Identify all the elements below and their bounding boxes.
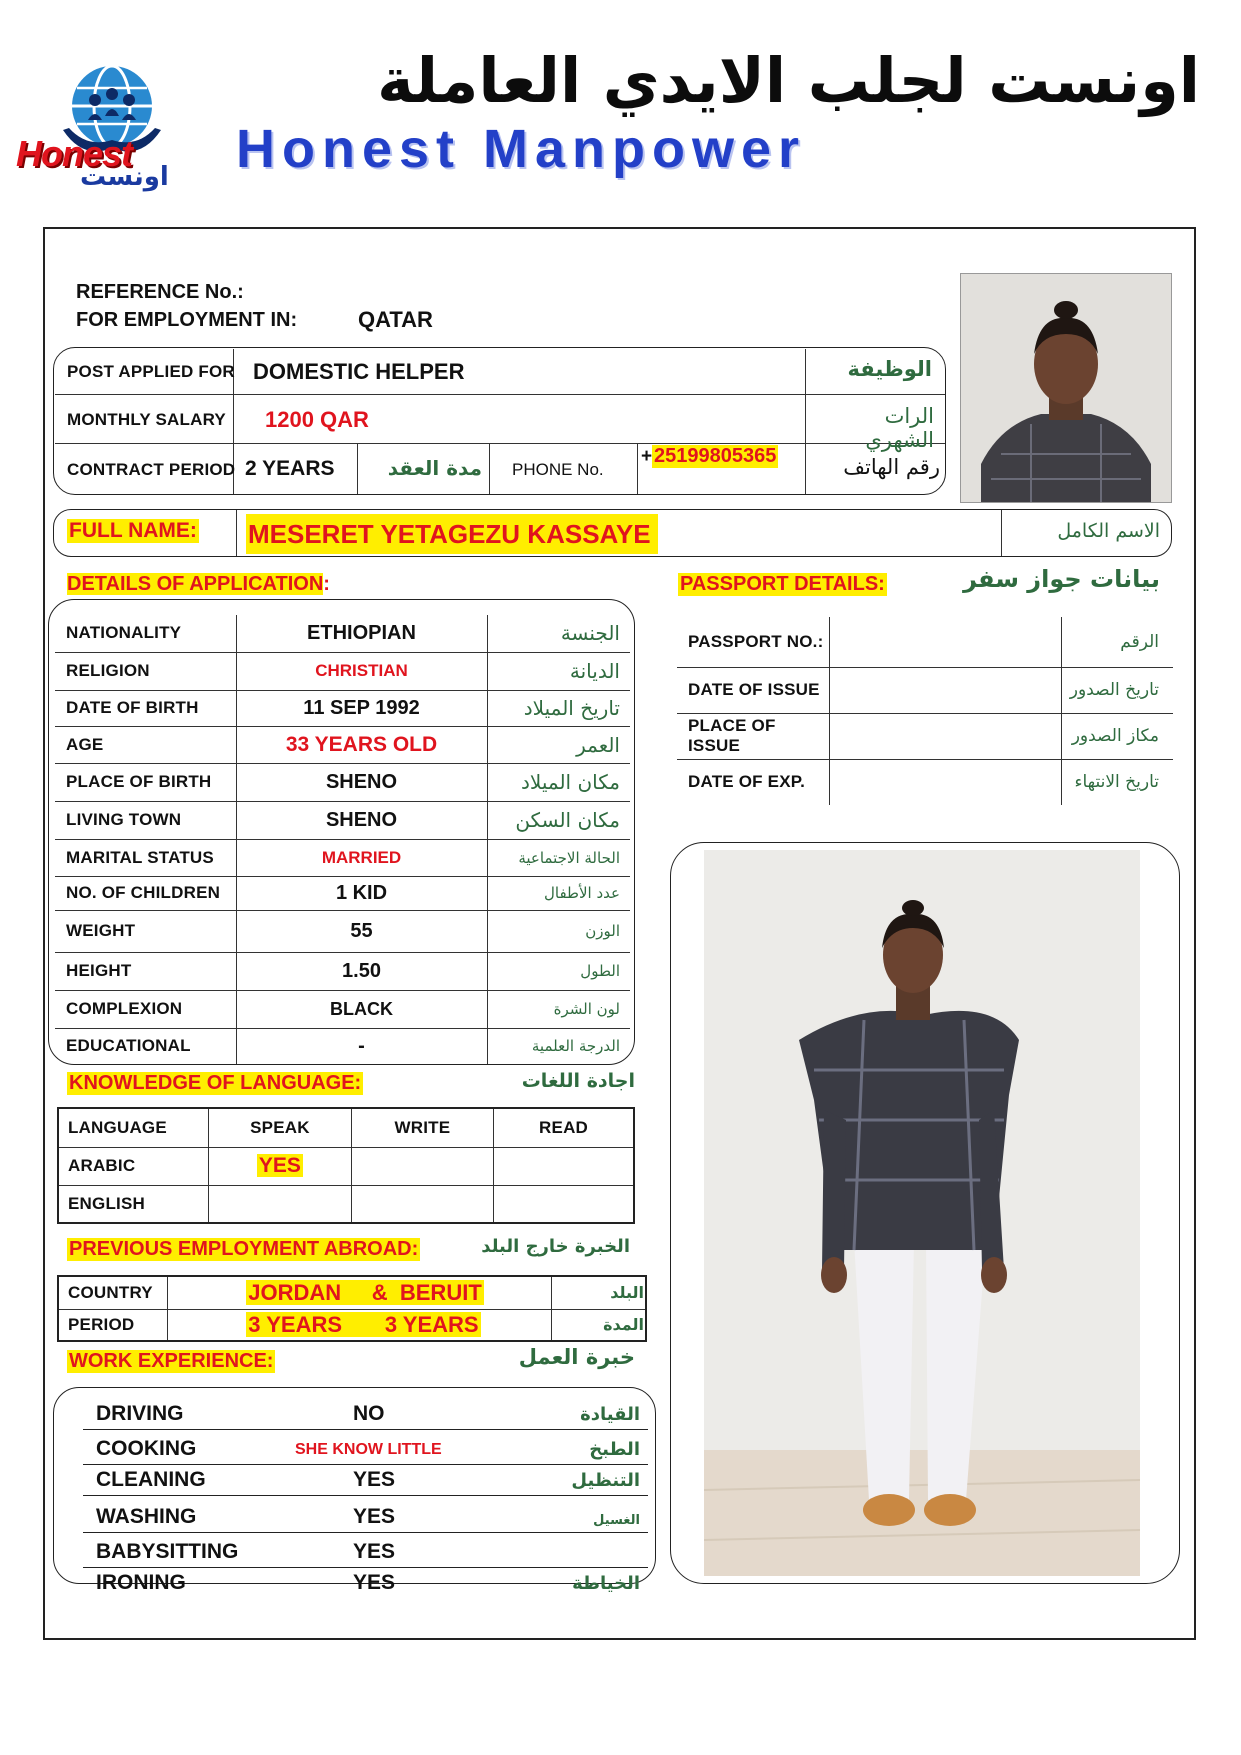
details-row [55, 763, 630, 801]
logo-text-en: Honest [16, 133, 133, 174]
post-label: POST APPLIED FOR [67, 362, 235, 381]
employment-label: FOR EMPLOYMENT IN: [76, 309, 298, 331]
passport-value [829, 617, 1061, 667]
salary-label: MONTHLY SALARY [67, 410, 226, 429]
work-label: DRIVING [96, 1402, 184, 1425]
passport-ar: الرقم [1061, 617, 1173, 667]
details-row [55, 876, 630, 910]
post-ar: الوظيفة [847, 357, 932, 381]
language-row [58, 1147, 634, 1185]
brand-arabic: اونست لجلب الايدي العاملة [377, 44, 1200, 117]
details-row [55, 801, 630, 839]
portrait-photo [960, 273, 1172, 503]
details-label: HEIGHT [55, 952, 236, 990]
details-value: SHENO [236, 763, 487, 801]
details-value: MARRIED [236, 839, 487, 876]
language-cell-language: ARABIC [58, 1147, 209, 1185]
language-cell-language: ENGLISH [58, 1185, 209, 1223]
details-ar: الجنسة [487, 615, 630, 652]
details-row [55, 690, 630, 726]
language-cell-read [494, 1147, 634, 1185]
details-label: AGE [55, 726, 236, 763]
language-title-ar: اجادة اللغات [521, 1070, 635, 1092]
details-row [55, 1028, 630, 1064]
passport-ar: تاريخ الصدور [1061, 667, 1173, 713]
contract-value: 2 YEARS [245, 457, 335, 480]
work-label: IRONING [96, 1571, 186, 1594]
passport-row [677, 617, 1173, 667]
phone-label: PHONE No. [512, 460, 604, 479]
passport-value [829, 667, 1061, 713]
previous-period-row [58, 1309, 646, 1341]
passport-row [677, 667, 1173, 713]
work-value: YES [353, 1468, 396, 1491]
post-value: DOMESTIC HELPER [253, 359, 465, 384]
passport-ar: تاريخ الانتهاء [1074, 772, 1159, 793]
passport-row [677, 713, 1173, 759]
work-value: YES [353, 1505, 396, 1528]
country-value [246, 1280, 483, 1305]
details-value: 33 YEARS OLD [236, 726, 487, 763]
details-label: NO. OF CHILDREN [55, 876, 236, 910]
language-header: LANGUAGE [58, 1108, 209, 1147]
work-value: YES [353, 1571, 396, 1594]
divider [55, 394, 945, 395]
phone-plus: + [641, 446, 653, 467]
country-1: JORDAN [248, 1279, 342, 1305]
phone-value: 25199805365 [654, 445, 777, 467]
passport-label: PASSPORT NO.: [677, 617, 829, 667]
work-row [83, 1430, 648, 1465]
details-label: NATIONALITY [55, 615, 236, 652]
work-value: NO [353, 1402, 385, 1425]
details-ar: عدد الأطفال [487, 876, 630, 910]
fullname-label: FULL NAME: [69, 519, 197, 542]
details-value: ETHIOPIAN [236, 615, 487, 652]
previous-table [57, 1275, 647, 1342]
details-ar: مكان السكن [487, 801, 630, 839]
details-ar: العمر [487, 726, 630, 763]
details-value: 1.50 [236, 952, 487, 990]
details-label: DATE OF BIRTH [55, 690, 236, 726]
work-ar: الغسيل [593, 1513, 640, 1528]
language-cell-write [351, 1185, 493, 1223]
details-row [55, 910, 630, 952]
work-title: WORK EXPERIENCE: [69, 1350, 274, 1372]
work-label: COOKING [96, 1437, 197, 1460]
language-cell-write [351, 1147, 493, 1185]
divider [637, 443, 638, 494]
details-table [55, 615, 630, 1064]
work-row [83, 1465, 648, 1496]
work-title-ar: خبرة العمل [518, 1345, 635, 1369]
work-row [83, 1568, 648, 1598]
details-label: COMPLEXION [55, 990, 236, 1028]
details-ar: مكان الميلاد [487, 763, 630, 801]
passport-title: PASSPORT DETAILS: [680, 573, 885, 595]
country-2: BERUIT [399, 1279, 482, 1305]
previous-title-ar: الخبرة خارج البلد [481, 1236, 630, 1257]
period-ar: المدة [552, 1309, 646, 1341]
divider [805, 349, 806, 494]
country-label: COUNTRY [58, 1276, 168, 1309]
details-value: CHRISTIAN [236, 652, 487, 690]
country-cell [168, 1276, 552, 1309]
divider [1001, 510, 1002, 556]
work-ar: القيادة [580, 1404, 640, 1425]
work-value: YES [353, 1540, 396, 1563]
details-row [55, 726, 630, 763]
period-cell [168, 1309, 552, 1341]
work-label: WASHING [96, 1505, 197, 1528]
details-value: SHENO [236, 801, 487, 839]
details-ar: الوزن [487, 910, 630, 952]
details-value: BLACK [236, 990, 487, 1028]
work-row [83, 1496, 648, 1533]
contract-label: CONTRACT PERIOD [67, 460, 236, 479]
passport-label: PLACE OF ISSUE [677, 713, 829, 759]
previous-title: PREVIOUS EMPLOYMENT ABROAD: [69, 1238, 419, 1260]
previous-country-row [58, 1276, 646, 1309]
details-ar: الطول [487, 952, 630, 990]
employment-country: QATAR [358, 307, 433, 332]
language-header: SPEAK [209, 1108, 351, 1147]
divider [236, 510, 237, 556]
details-label: EDUCATIONAL [55, 1028, 236, 1064]
period-1: 3 YEARS [248, 1311, 343, 1337]
details-row [55, 652, 630, 690]
passport-table [677, 617, 1173, 805]
full-body-photo [704, 850, 1140, 1576]
language-header: WRITE [351, 1108, 493, 1147]
language-header: READ [494, 1108, 634, 1147]
salary-value: 1200 QAR [265, 407, 369, 432]
work-ar: التنظيل [571, 1470, 640, 1491]
details-title-colon: : [323, 573, 330, 595]
details-ar: تاريخ الميلاد [487, 690, 630, 726]
contract-ar: مدة العقد [387, 456, 482, 480]
language-cell-read [494, 1185, 634, 1223]
period-value [246, 1312, 480, 1337]
fullname-ar: الاسم الكامل [1057, 520, 1160, 542]
details-ar: الحالة الاجتماعية [487, 839, 630, 876]
details-label: MARITAL STATUS [55, 839, 236, 876]
details-label: RELIGION [55, 652, 236, 690]
details-row [55, 990, 630, 1028]
details-ar: الدرجة العلمية [487, 1028, 630, 1064]
work-label: BABYSITTING [96, 1540, 239, 1563]
period-label: PERIOD [58, 1309, 168, 1341]
brand-english: Honest Manpower [236, 119, 807, 179]
details-label: PLACE OF BIRTH [55, 763, 236, 801]
details-ar: لون الشرة [487, 990, 630, 1028]
passport-row [677, 759, 1173, 805]
language-row [58, 1185, 634, 1223]
details-row [55, 952, 630, 990]
details-value: 11 SEP 1992 [236, 690, 487, 726]
passport-ar: مكاز الصدور [1061, 713, 1173, 759]
divider [357, 443, 358, 494]
details-value: 1 KID [236, 876, 487, 910]
reference-label: REFERENCE No.: [76, 281, 244, 303]
work-label: CLEANING [96, 1468, 206, 1491]
passport-label: DATE OF EXP. [677, 759, 829, 805]
passport-title-ar: بيانات جواز سفر [963, 565, 1160, 593]
language-cell-speak [209, 1147, 351, 1185]
country-ar: البلد [552, 1276, 646, 1309]
language-yes: YES [258, 1154, 301, 1177]
divider [489, 443, 490, 494]
work-value: SHE KNOW LITTLE [295, 1441, 442, 1458]
work-list [83, 1393, 648, 1598]
details-title-text: DETAILS OF APPLICATION [67, 573, 324, 595]
details-row [55, 839, 630, 876]
period-2: 3 YEARS [384, 1311, 479, 1337]
fullname-value: MESERET YETAGEZU KASSAYE [246, 514, 658, 554]
details-title [67, 573, 330, 596]
passport-value [829, 713, 1061, 759]
work-row [83, 1393, 648, 1430]
phone-ar: رقم الهاتف [843, 455, 940, 479]
salary-ar: الرات الشهري [865, 404, 934, 452]
passport-label: DATE OF ISSUE [677, 667, 829, 713]
work-ar: الخياطة [572, 1573, 640, 1594]
details-label: WEIGHT [55, 910, 236, 952]
logo-text-ar: اونست [80, 162, 169, 192]
language-cell-speak [209, 1185, 351, 1223]
country-amp: & [371, 1279, 388, 1305]
details-label: LIVING TOWN [55, 801, 236, 839]
passport-value [829, 759, 1061, 805]
details-ar: الديانة [487, 652, 630, 690]
language-title: KNOWLEDGE OF LANGUAGE: [69, 1072, 362, 1094]
details-value: - [236, 1028, 487, 1064]
details-value: 55 [236, 910, 487, 952]
work-ar: الطبخ [589, 1439, 640, 1460]
details-row [55, 615, 630, 652]
work-row [83, 1533, 648, 1568]
language-table [57, 1107, 635, 1224]
